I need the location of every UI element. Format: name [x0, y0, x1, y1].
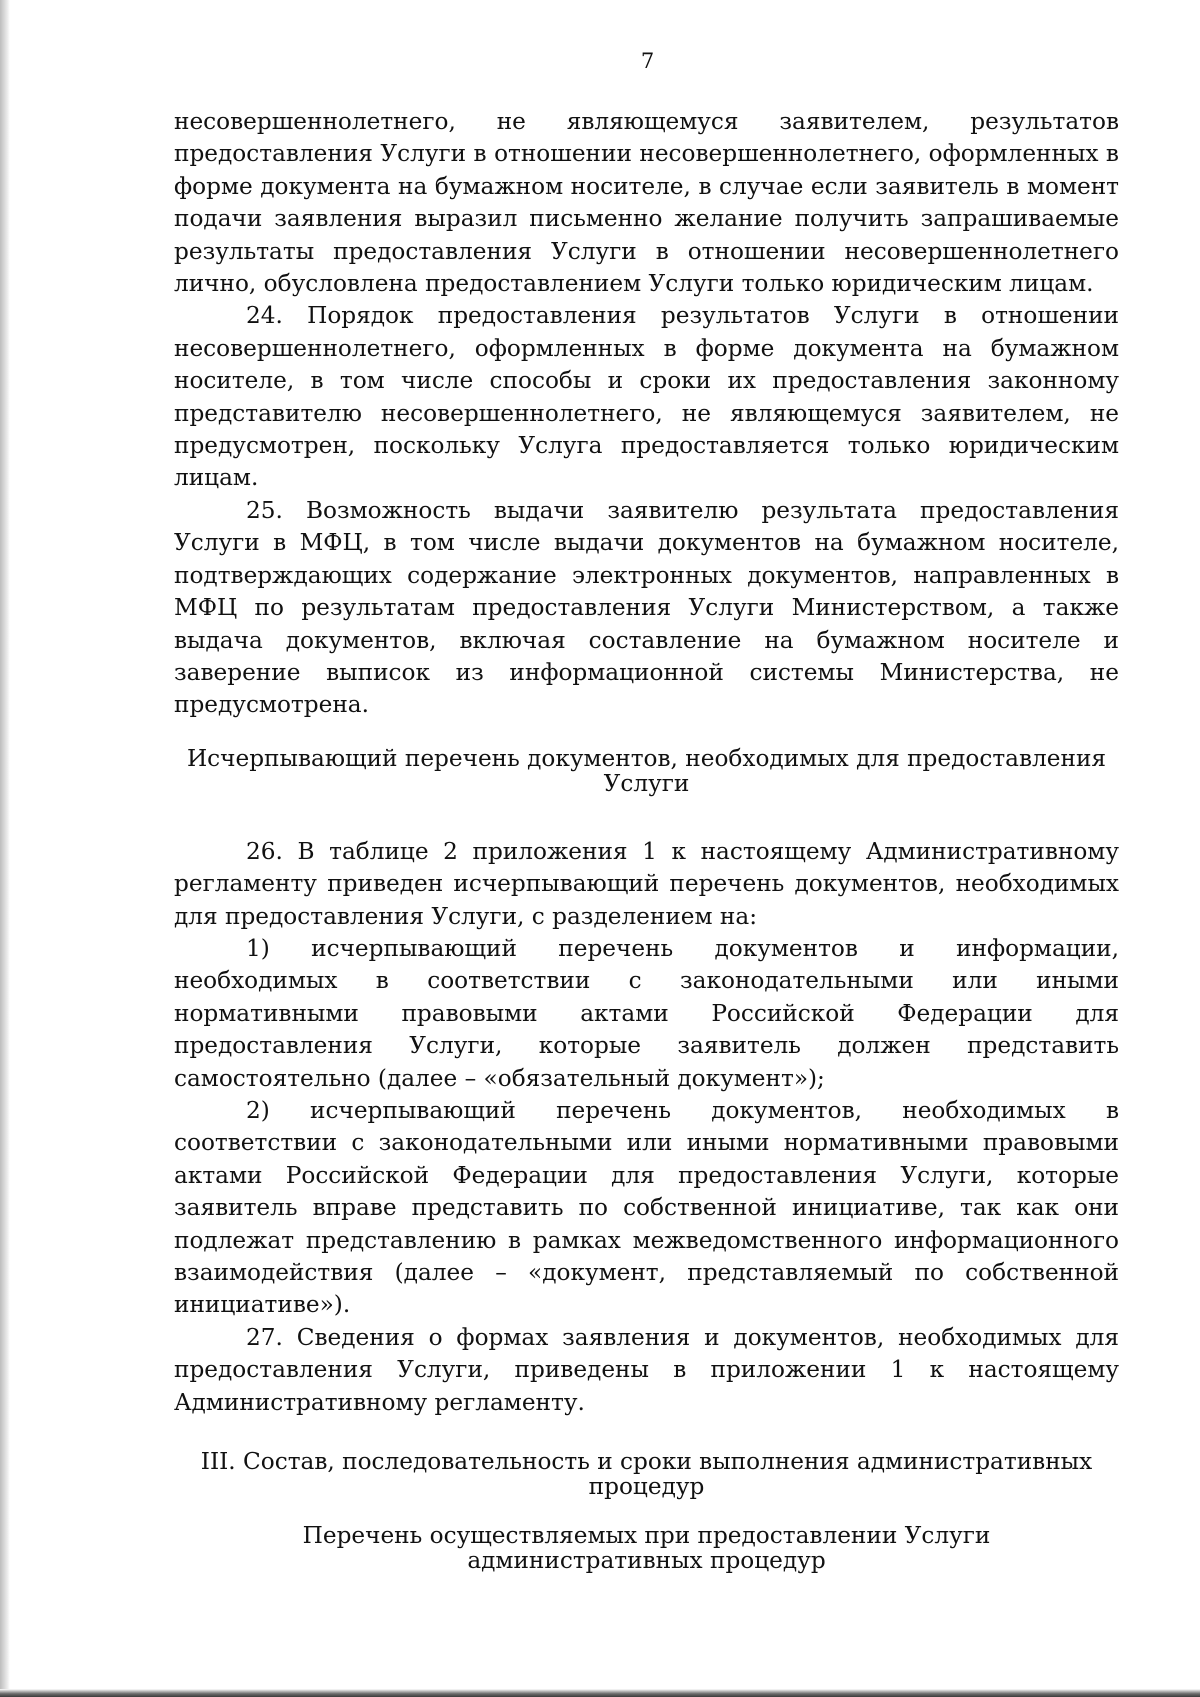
heading-section-3 [174, 1449, 1119, 1499]
page-number: 7 [640, 49, 655, 73]
heading-documents-list-line1: Исчерпывающий перечень документов, необходимых для предоставления [186, 744, 1107, 772]
heading-procedures-list [174, 1523, 1119, 1573]
paragraph-25: 25. Возможность выдачи заявителю результата предоставления Услуги в МФЦ, в том числе выдачи документов на бумажном носителе, подтверждающих содержание электронных документов, направленных в МФЦ по результатам предоставления Услуги Министерством, а также выдача документов, включая составление на бумажном носителе и заверение выписок из информационной системы Министерства, не предусмотрена. [174, 496, 1119, 719]
heading-procedures-list-line1: Перечень осуществляемых при предоставлении Услуги [302, 1522, 991, 1550]
paragraph-27: 27. Сведения о формах заявления и документов, необходимых для предоставления Услуги, приведены в приложении 1 к настоящему Административному регламенту. [174, 1323, 1119, 1416]
heading-documents-list-line2: Услуги [603, 769, 690, 797]
scan-left-edge [0, 0, 10, 1697]
document-body [174, 106, 1119, 1573]
heading-documents-list [174, 746, 1119, 796]
heading-procedures-list-line2: административных процедур [467, 1547, 826, 1575]
scan-bottom-edge [0, 1689, 1200, 1697]
paragraph-26-item-2: 2) исчерпывающий перечень документов, необходимых в соответствии с законодательными или иными нормативными правовыми актами Российской Федерации для предоставления Услуги, которые заявитель вправе представить по собственной инициативе, так как они подлежат представлению в рамках межведомственного информационного взаимодействия (далее – «документ, представляемый по собственной инициативе»). [174, 1096, 1119, 1319]
heading-section-3-line2: процедур [588, 1473, 705, 1501]
heading-section-3-line1: III. Состав, последовательность и сроки выполнения административных [200, 1448, 1093, 1476]
paragraph-continued: несовершеннолетнего, не являющемуся заявителем, результатов предоставления Услуги в отношении несовершеннолетнего, оформленных в форме документа на бумажном носителе, в случае если заявитель в момент подачи заявления выразил письменно желание получить запрашиваемые результаты предоставления Услуги в отношении несовершеннолетнего лично, обусловлена предоставлением Услуги только юридическим лицам. [174, 108, 1119, 298]
paragraph-24: 24. Порядок предоставления результатов Услуги в отношении несовершеннолетнего, оформленных в форме документа на бумажном носителе, в том числе способы и сроки их предоставления законному представителю несовершеннолетнего, не являющемуся заявителем, не предусмотрен, поскольку Услуга предоставляется только юридическим лицам. [174, 302, 1119, 492]
paragraph-26: 26. В таблице 2 приложения 1 к настоящему Административному регламенту приведен исчерпывающий перечень документов, необходимых для предоставления Услуги, с разделением на: [174, 837, 1119, 930]
paragraph-26-item-1: 1) исчерпывающий перечень документов и информации, необходимых в соответствии с законодательными или иными нормативными правовыми актами Российской Федерации для предоставления Услуги, которые заявитель должен представить самостоятельно (далее – «обязательный документ»); [174, 934, 1119, 1092]
